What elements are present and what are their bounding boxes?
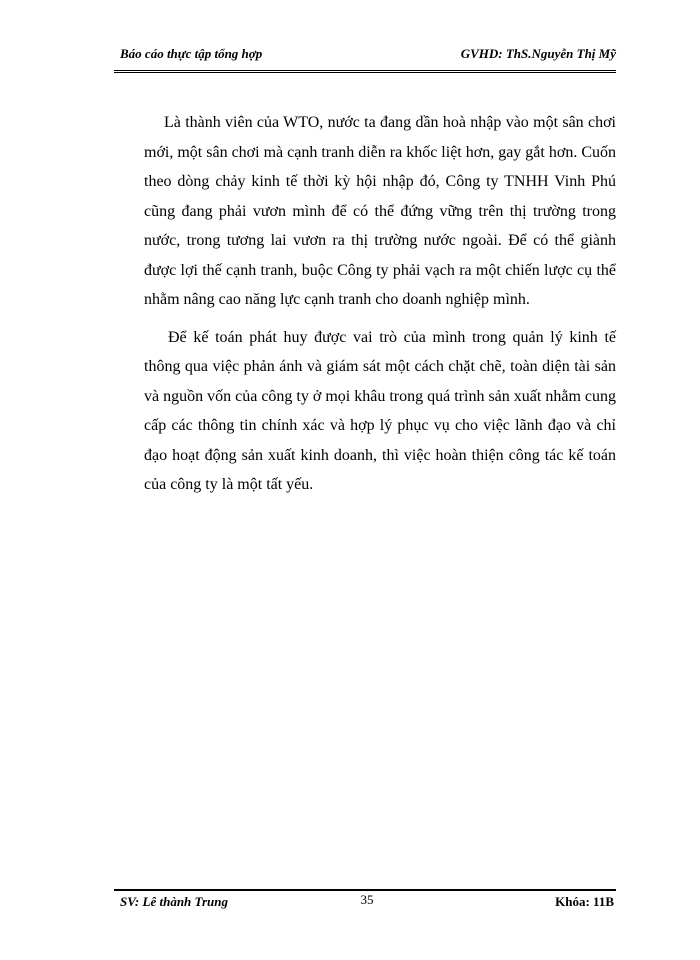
body-paragraph: Để kế toán phát huy được vai trò của mình trong quản lý kinh tế thông qua việc phản ánh và giám sát một cách chặt chẽ, toàn diện tài sản và nguồn vốn của công ty ở mọi khâu trong quá trình sản xuất nhằm cung cấp các thông tin chính xác và hợp lý phục vụ cho việc lãnh đạo và chỉ đạo hoạt động sản xuất kinh doanh, thì việc hoàn thiện công tác kế toán của công ty là một tất yếu. — [144, 328, 616, 493]
supervisor-name: GVHD: ThS.Nguyễn Thị Mỹ — [460, 46, 616, 61]
course-label: Khóa: 11B — [555, 894, 614, 909]
report-title: Báo cáo thực tập tổng hợp — [120, 46, 263, 61]
header-divider — [114, 70, 616, 73]
student-name: SV: Lê thành Trung — [120, 894, 229, 909]
footer-divider — [114, 889, 616, 891]
page-header — [120, 46, 616, 68]
body-paragraph: Là thành viên của WTO, nước ta đang dần hoà nhập vào một sân chơi mới, một sân chơi mà cạnh tranh diễn ra khốc liệt hơn, gay gắt hơn. Cuốn theo dòng chảy kinh tế thời kỳ hội nhập đó, Công ty TNHH Vinh Phú cũng đang phải vươn mình để có thể đứng vững trên thị trường trong nước, trong tương lai vươn ra thị trường nước ngoài. Để có thể giành được lợi thế cạnh tranh, buộc Công ty phải vạch ra một chiến lược cụ thể nhằm nâng cao năng lực cạnh tranh cho doanh nghiệp mình. — [144, 114, 616, 308]
document-body — [144, 108, 616, 500]
page-number: 35 — [360, 892, 374, 907]
page-footer — [120, 894, 614, 914]
